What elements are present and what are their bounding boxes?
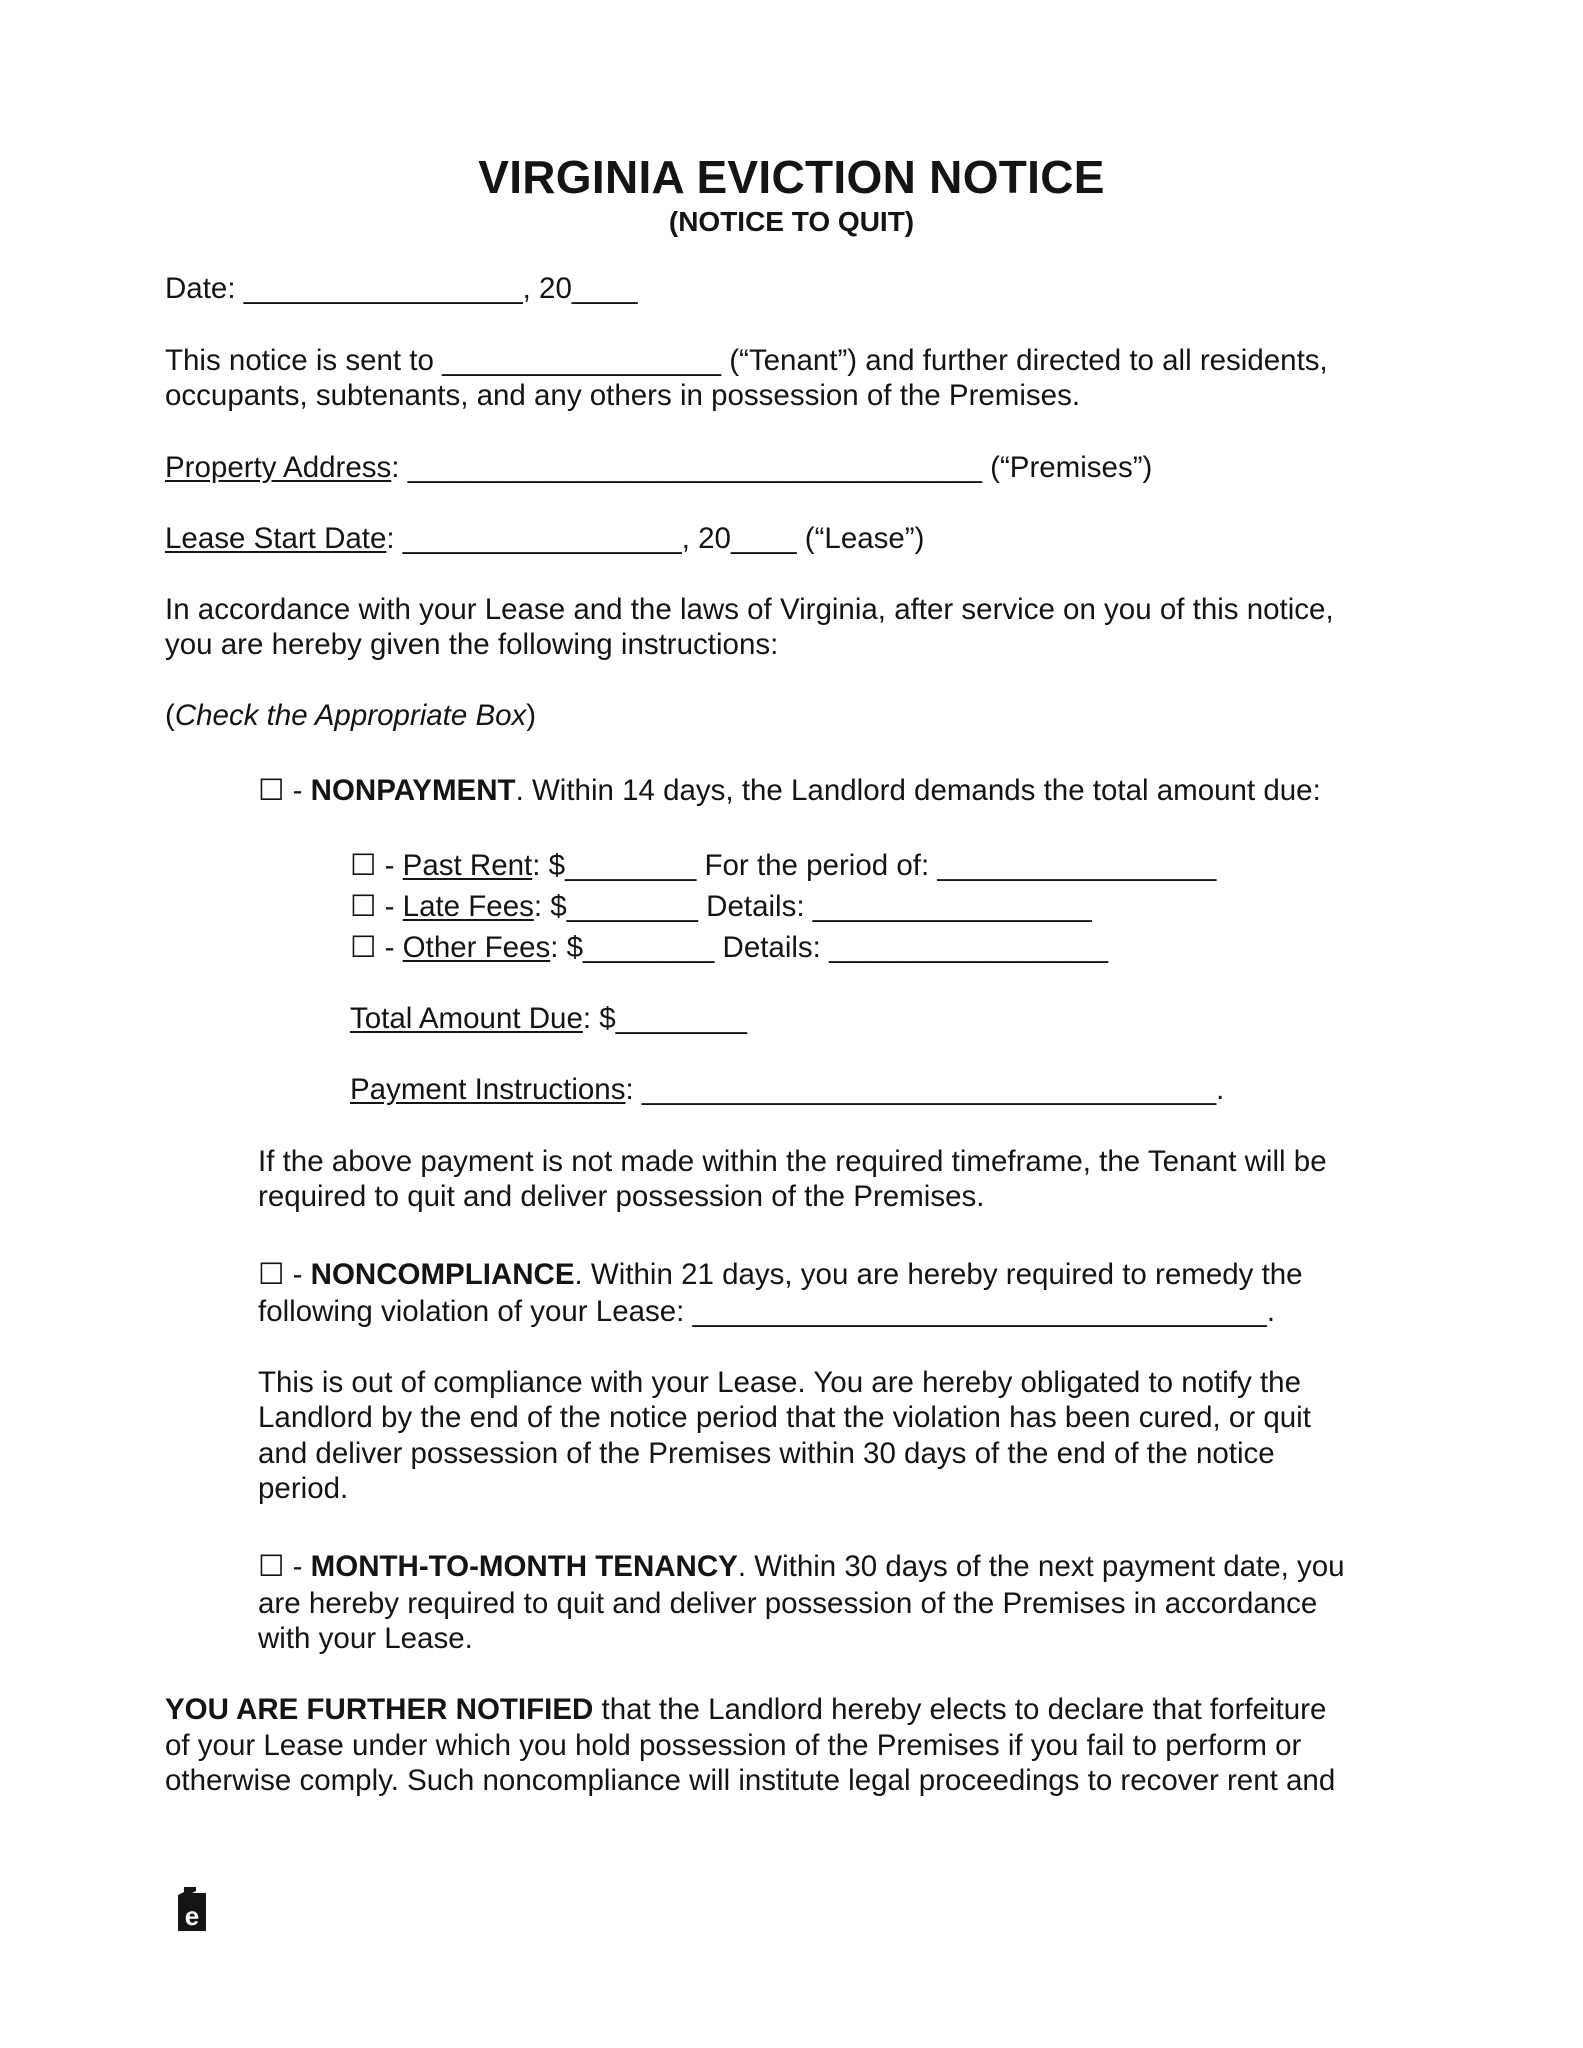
- noncompliance-heading: NONCOMPLIANCE: [310, 1258, 575, 1291]
- lease-year-blank[interactable]: ____: [730, 522, 797, 555]
- property-address-label: Property Address: [165, 451, 392, 484]
- tenant-blank[interactable]: _________________: [442, 344, 722, 377]
- details-label: Details:: [722, 931, 821, 964]
- noncompliance-line2: [258, 1294, 1275, 1330]
- payment-instructions-label: Payment Instructions: [350, 1073, 626, 1106]
- premises-suffix: (“Premises”): [990, 451, 1153, 484]
- sent-to-text-2: (“Tenant”) and further directed to all residents,: [729, 344, 1328, 377]
- further-notified-heading: YOU ARE FURTHER NOTIFIED: [165, 1693, 594, 1726]
- property-address-line: [165, 450, 1152, 486]
- past-rent-blank[interactable]: ________: [565, 849, 697, 882]
- date-line: [165, 271, 638, 307]
- lease-start-line: [165, 521, 924, 557]
- accordance-line1: In accordance with your Lease and the laws of Virginia, after service on you of this notice,: [165, 593, 1334, 626]
- date-label: Date:: [165, 272, 236, 305]
- dash: -: [376, 931, 403, 964]
- violation-blank[interactable]: ___________________________________: [692, 1295, 1267, 1328]
- other-fees-label: Other Fees: [402, 931, 551, 964]
- lease-year-prefix: , 20: [681, 522, 731, 555]
- details-label: Details:: [706, 890, 805, 923]
- month-to-month-line3: with your Lease.: [258, 1622, 473, 1655]
- late-fees-label: Late Fees: [402, 890, 534, 923]
- property-colon: :: [391, 451, 400, 484]
- past-rent-label: Past Rent: [402, 849, 533, 882]
- compliance-para-line3: and deliver possession of the Premises within 30 days of the end of the notice: [258, 1437, 1275, 1470]
- noncompliance-text: . Within 21 days, you are hereby required to remedy the: [574, 1258, 1303, 1291]
- past-rent-checkbox[interactable]: ☐: [350, 849, 377, 882]
- compliance-para-line4: period.: [258, 1472, 349, 1505]
- dash: -: [284, 1550, 311, 1583]
- date-year-prefix: , 20: [522, 272, 572, 305]
- lease-suffix: (“Lease”): [804, 522, 925, 555]
- dash: -: [284, 1258, 311, 1291]
- other-fees-blank[interactable]: ________: [583, 931, 715, 964]
- month-to-month-line2: are hereby required to quit and deliver possession of the Premises in accordance: [258, 1587, 1318, 1620]
- further-notified-line1: [165, 1692, 1326, 1728]
- dollar-prefix: : $: [533, 890, 567, 923]
- past-rent-line: [350, 848, 1216, 884]
- payment-colon: :: [625, 1073, 634, 1106]
- dash: -: [376, 849, 403, 882]
- other-fees-checkbox[interactable]: ☐: [350, 931, 377, 964]
- further-notified-text: that the Landlord hereby elects to declare that forfeiture: [593, 1693, 1327, 1726]
- violation-label: following violation of your Lease:: [258, 1295, 685, 1328]
- noncompliance-line: [258, 1257, 1303, 1293]
- period-mark: .: [1216, 1073, 1225, 1106]
- dollar-prefix: : $: [532, 849, 566, 882]
- consequence-line1: If the above payment is not made within the required timeframe, the Tenant will be: [258, 1145, 1327, 1178]
- dash: -: [284, 774, 311, 807]
- check-instruction: [165, 698, 536, 734]
- month-to-month-heading: MONTH-TO-MONTH TENANCY: [310, 1550, 738, 1583]
- total-due-label: Total Amount Due: [350, 1002, 583, 1035]
- sent-to-line2: occupants, subtenants, and any others in possession of the Premises.: [165, 379, 1081, 412]
- nonpayment-text: . Within 14 days, the Landlord demands the total amount due:: [515, 774, 1321, 807]
- month-to-month-checkbox[interactable]: ☐: [258, 1550, 285, 1583]
- check-instruction-text: Check the Appropriate Box: [174, 699, 527, 732]
- late-fees-line: [350, 889, 1092, 925]
- month-to-month-line: [258, 1549, 1345, 1585]
- document-subtitle: (NOTICE TO QUIT): [668, 206, 915, 237]
- dollar-prefix: : $: [550, 931, 584, 964]
- document-title: VIRGINIA EVICTION NOTICE: [478, 151, 1105, 203]
- other-fees-line: [350, 930, 1108, 966]
- nonpayment-line: [258, 773, 1321, 809]
- date-year-blank[interactable]: ____: [571, 272, 638, 305]
- consequence-line2: required to quit and deliver possession of the Premises.: [258, 1180, 985, 1213]
- eforms-logo-icon: [176, 1887, 208, 1933]
- payment-instructions-blank[interactable]: ___________________________________: [641, 1073, 1217, 1106]
- lease-start-blank[interactable]: _________________: [402, 522, 682, 555]
- paren-close: ): [526, 699, 537, 732]
- late-fees-checkbox[interactable]: ☐: [350, 890, 377, 923]
- date-blank[interactable]: _________________: [243, 272, 523, 305]
- compliance-para-line2: Landlord by the end of the notice period that the violation has been cured, or quit: [258, 1401, 1311, 1434]
- further-notified-line2: of your Lease under which you hold possession of the Premises if you fail to perform or: [165, 1729, 1302, 1762]
- total-due-blank[interactable]: ________: [615, 1002, 747, 1035]
- period-blank[interactable]: _________________: [937, 849, 1217, 882]
- total-due-line: [350, 1001, 747, 1037]
- svg-text:e: e: [184, 1901, 200, 1931]
- nonpayment-checkbox[interactable]: ☐: [258, 774, 285, 807]
- further-notified-line3: otherwise comply. Such noncompliance will institute legal proceedings to recover rent and: [165, 1764, 1336, 1797]
- compliance-para-line1: This is out of compliance with your Lease. You are hereby obligated to notify the: [258, 1366, 1301, 1399]
- accordance-line2: you are hereby given the following instructions:: [165, 628, 779, 661]
- payment-instructions-line: [350, 1072, 1224, 1108]
- property-address-blank[interactable]: ___________________________________: [407, 451, 982, 484]
- late-fees-details-blank[interactable]: _________________: [812, 890, 1092, 923]
- sent-to-line1: [165, 343, 1328, 379]
- paren-open: (: [165, 699, 175, 732]
- period-label: For the period of:: [704, 849, 930, 882]
- lease-start-label: Lease Start Date: [165, 522, 387, 555]
- dollar-prefix: : $: [582, 1002, 616, 1035]
- nonpayment-heading: NONPAYMENT: [310, 774, 516, 807]
- other-fees-details-blank[interactable]: _________________: [829, 931, 1109, 964]
- noncompliance-checkbox[interactable]: ☐: [258, 1258, 285, 1291]
- late-fees-blank[interactable]: ________: [566, 890, 698, 923]
- lease-start-colon: :: [386, 522, 395, 555]
- month-to-month-text: . Within 30 days of the next payment date, you: [737, 1550, 1345, 1583]
- period-mark: .: [1266, 1295, 1276, 1328]
- sent-to-text: This notice is sent to: [165, 344, 434, 377]
- dash: -: [376, 890, 403, 923]
